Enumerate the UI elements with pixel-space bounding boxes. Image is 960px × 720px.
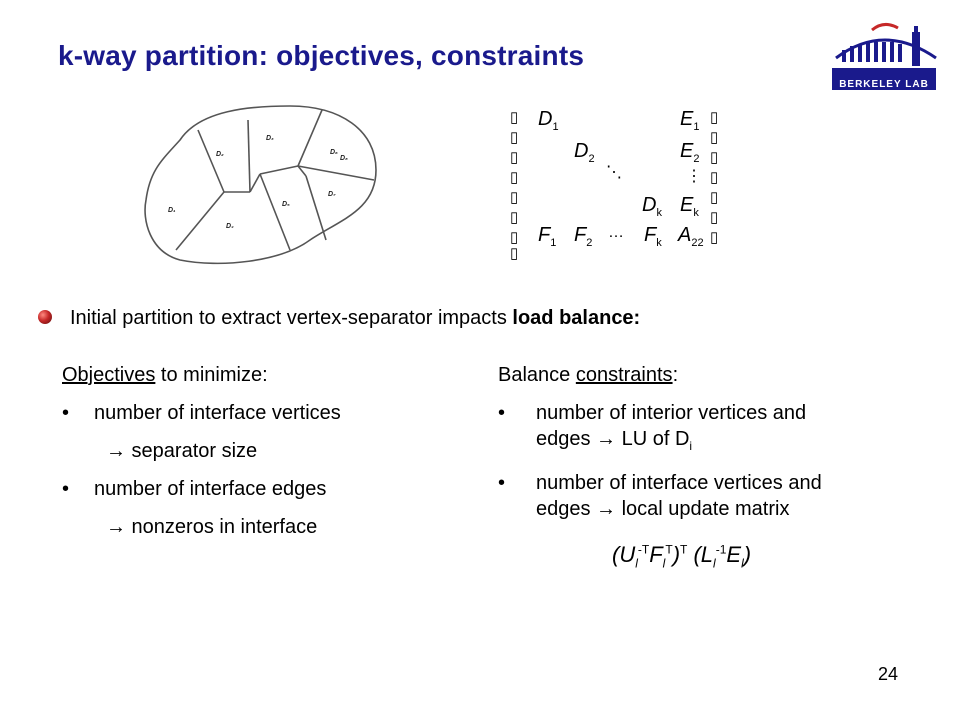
- domain-outline: [145, 106, 376, 263]
- label-D4: D₄: [226, 223, 234, 230]
- bracket-glyph: ▯: [510, 109, 519, 126]
- diag-ellipsis: ⋱: [606, 164, 622, 181]
- bracket-glyph: ▯: [510, 229, 519, 246]
- label-D3: D₃: [266, 135, 274, 142]
- constraints-column: [498, 362, 918, 532]
- block-D1: $D_1$: [538, 108, 559, 133]
- objectives-column: [62, 362, 462, 552]
- bullet-dot-text: •: [62, 402, 70, 424]
- block-Fk: $F_k$: [644, 224, 662, 249]
- horiz-ellipsis: …: [608, 224, 624, 241]
- bullet-dot-text: •: [498, 472, 506, 494]
- label-D5: D₅: [282, 201, 290, 208]
- label-D7: D₇: [328, 191, 336, 198]
- block-Ek: $E_k$: [680, 194, 699, 219]
- block-matrix: [510, 104, 730, 260]
- objective-subitem: → separator size: [106, 440, 258, 462]
- bracket-glyph: ▯: [510, 189, 519, 206]
- logo-text: BERKELEY LAB: [839, 79, 929, 90]
- objective-subitem: → nonzeros in interface: [106, 516, 318, 538]
- update-matrix-formula: $(U_l^{-T}F_l^T)^T$ $(L_l^{-1}E_l)$: [612, 542, 752, 571]
- constraint-item-line: edges → local update matrix: [536, 498, 790, 520]
- block-E1: $E_1$: [680, 108, 700, 133]
- page-number: 24: [878, 664, 899, 684]
- bracket-glyph: ▯: [510, 129, 519, 146]
- domain-partition-diagram: [140, 100, 380, 268]
- label-D1: D₁: [168, 207, 176, 214]
- bracket-glyph: ▯: [710, 189, 719, 206]
- bracket-glyph: ▯: [510, 149, 519, 166]
- bullet-dot-text: •: [498, 402, 506, 424]
- bracket-glyph: ▯: [710, 209, 719, 226]
- label-D2: D₂: [216, 151, 224, 158]
- main-bullet-text: Initial partition to extract vertex-separator impacts load balance:: [70, 307, 641, 329]
- berkeley-lab-logo: [832, 18, 944, 96]
- label-D6: D₆: [330, 149, 338, 156]
- bracket-glyph: ▯: [710, 149, 719, 166]
- bracket-glyph: ▯: [710, 109, 719, 126]
- block-F1: $F_1$: [538, 224, 557, 249]
- block-D2: $D_2$: [574, 140, 595, 165]
- bullet-dot-text: •: [62, 478, 70, 500]
- block-A22: $A_{22}$: [678, 224, 704, 249]
- constraint-item-line: number of interface vertices and: [536, 472, 822, 494]
- bullet-icon: [38, 310, 52, 324]
- bracket-glyph: ▯: [710, 229, 719, 246]
- bracket-glyph: ▯: [710, 129, 719, 146]
- bracket-glyph: ▯: [510, 209, 519, 226]
- block-Dk: $D_k$: [642, 194, 662, 219]
- block-F2: $F_2$: [574, 224, 593, 249]
- bracket-glyph: ▯: [510, 169, 519, 186]
- slide-title: k-way partition: objectives, constraints: [58, 40, 585, 71]
- constraint-item-line: number of interior vertices and: [536, 402, 807, 424]
- block-E2: $E_2$: [680, 140, 700, 165]
- label-D8: D₈: [340, 155, 348, 162]
- objective-item: number of interface vertices: [94, 402, 341, 424]
- objectives-heading: Objectives to minimize:: [62, 364, 268, 386]
- constraint-item-line: edges → LU of $D_i$: [536, 428, 693, 453]
- bracket-glyph: ▯: [510, 245, 519, 262]
- objective-item: number of interface edges: [94, 478, 327, 500]
- constraints-heading: Balance constraints:: [498, 364, 679, 386]
- vert-ellipsis: ⋮: [686, 168, 702, 185]
- bracket-glyph: ▯: [710, 169, 719, 186]
